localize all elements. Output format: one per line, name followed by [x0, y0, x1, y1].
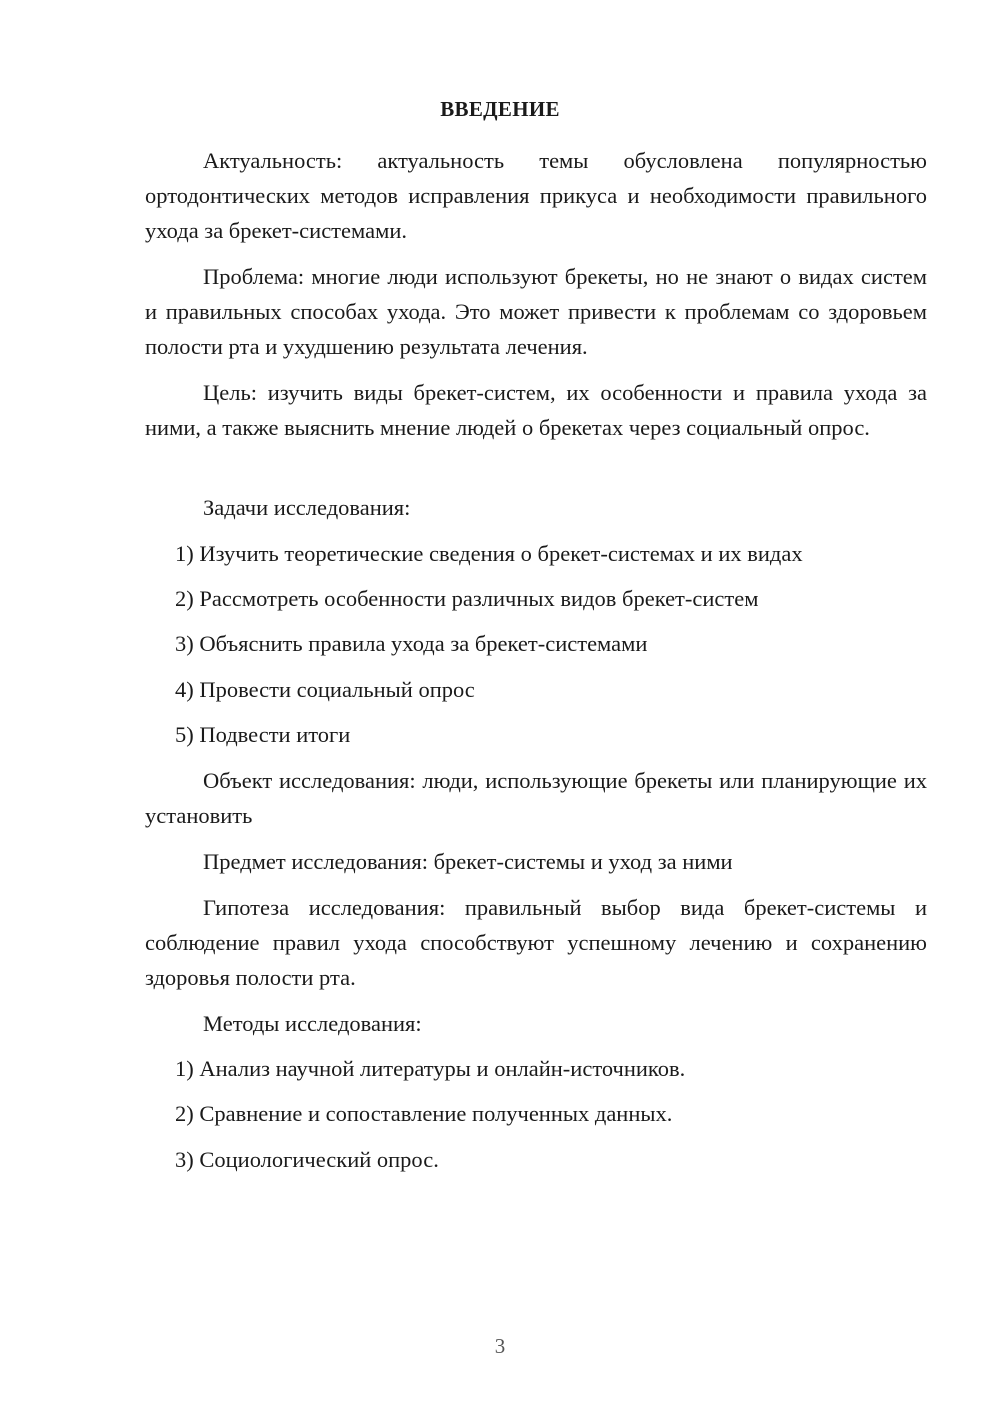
object-paragraph: Объект исследования: люди, использующие брекеты или планирующие их установить: [145, 768, 927, 828]
methods-heading: Методы исследования:: [203, 1011, 422, 1036]
task-item: 5) Подвести итоги: [175, 722, 351, 747]
page-number: 3: [494, 1334, 506, 1358]
task-item: 3) Объяснить правила ухода за брекет-системами: [175, 631, 648, 656]
task-item: 1) Изучить теоретические сведения о брекет-системах и их видах: [175, 541, 803, 566]
method-item: 2) Сравнение и сопоставление полученных данных.: [175, 1101, 673, 1126]
task-item: 2) Рассмотреть особенности различных видов брекет-систем: [175, 586, 759, 611]
task-item: 4) Провести социальный опрос: [175, 677, 475, 702]
subject-paragraph: Предмет исследования: брекет-системы и уход за ними: [203, 849, 733, 874]
relevance-paragraph: Актуальность: актуальность темы обусловлена популярностью ортодонтических методов исправления прикуса и необходимости правильного ухода за брекет-системами.: [145, 148, 927, 243]
tasks-heading: Задачи исследования:: [203, 495, 411, 520]
page-title: ВВЕДЕНИЕ: [440, 97, 560, 121]
method-item: 3) Социологический опрос.: [175, 1147, 439, 1172]
hypothesis-paragraph: Гипотеза исследования: правильный выбор вида брекет-системы и соблюдение правил ухода способствуют успешному лечению и сохранению здоровья полости рта.: [145, 895, 927, 990]
problem-paragraph: Проблема: многие люди используют брекеты, но не знают о видах систем и правильных способах ухода. Это может привести к проблемам со здоровьем полости рта и ухудшению результата лечения.: [145, 264, 927, 359]
method-item: 1) Анализ научной литературы и онлайн-источников.: [175, 1056, 686, 1081]
goal-paragraph: Цель: изучить виды брекет-систем, их особенности и правила ухода за ними, а также выяснить мнение людей о брекетах через социальный опрос.: [145, 380, 927, 440]
